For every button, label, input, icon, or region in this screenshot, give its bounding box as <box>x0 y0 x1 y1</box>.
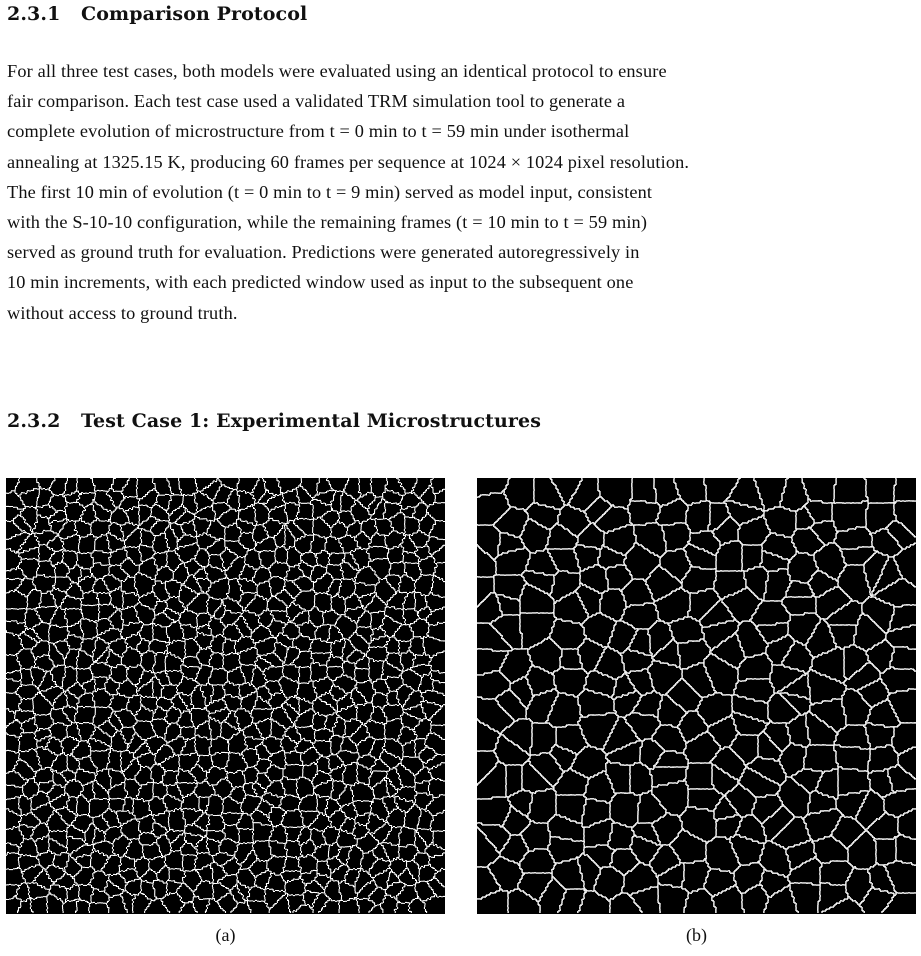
section-heading-2-3-1 <box>7 3 307 25</box>
paragraph-line: 10 min increments, with each predicted window used as input to the subsequent one <box>7 272 634 293</box>
microstructure-image-a <box>6 478 445 914</box>
section-heading-2-3-2 <box>7 410 541 432</box>
microstructure-image-b <box>477 478 916 914</box>
paragraph-line: served as ground truth for evaluation. Predictions were generated autoregressively in <box>7 242 640 263</box>
grain-boundary-map-b <box>477 478 916 914</box>
paragraph-line: with the S-10-10 configuration, while the remaining frames (t = 10 min to t = 59 min) <box>7 212 648 233</box>
section-title: Test Case 1: Experimental Microstructures <box>81 410 542 432</box>
figure-caption-a: (a) <box>215 925 236 945</box>
grain-boundaries <box>477 478 916 913</box>
figure-caption-b: (b) <box>686 925 707 945</box>
paragraph-line: without access to ground truth. <box>7 302 238 323</box>
paragraph-line: complete evolution of microstructure from t = 0 min to t = 59 min under isothermal <box>7 121 630 142</box>
paragraph-line: The first 10 min of evolution (t = 0 min to t = 9 min) served as model input, consistent <box>7 181 653 202</box>
section-number: 2.3.2 <box>7 410 61 432</box>
paragraph-line: annealing at 1325.15 K, producing 60 frames per sequence at 1024 × 1024 pixel resolution. <box>7 151 690 172</box>
section-number: 2.3.1 <box>7 3 61 25</box>
grain-boundaries <box>6 478 445 913</box>
section-title: Comparison Protocol <box>81 3 308 25</box>
paragraph-line: For all three test cases, both models were evaluated using an identical protocol to ensure <box>7 61 667 81</box>
paragraph-line: fair comparison. Each test case used a validated TRM simulation tool to generate a <box>7 91 626 112</box>
body-paragraph <box>7 56 917 328</box>
grain-boundary-map-a <box>6 478 445 914</box>
